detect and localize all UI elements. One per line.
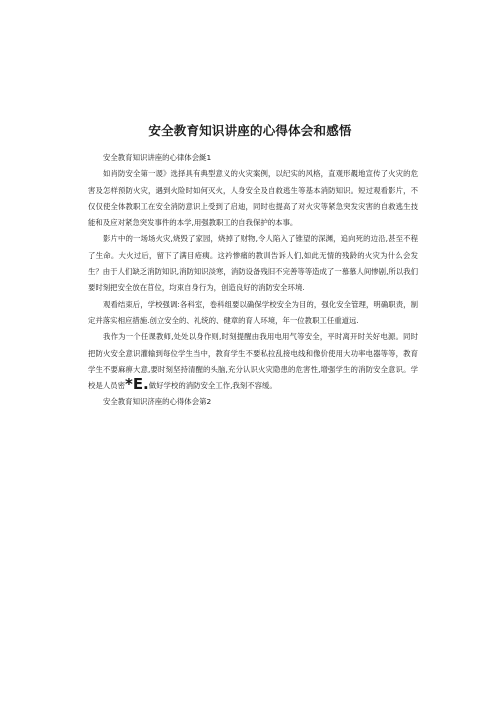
paragraph-4-text-end: 做好学校的消防安全工作,我刻不容缓。 xyxy=(148,381,277,391)
section-heading-1: 安全教育知识讲座的心律体会綖1 xyxy=(103,153,212,162)
paragraph-4-text-start: 我作为一个任课教师,处处以身作则,时刻提醒由我用电用气等安全，平时离开时关好电源。同时把防火安全意识灌输到每位学生当中，教育学生不要私拉乱接电线和像价使用大功率电器等等，教育学生不要麻痹大意,要时刻坚持清醒的头脑,充分认识火灾隐患的危害性,增强学生的消防安全意识。学校是人员密 xyxy=(88,332,418,391)
document-title: 安全教育知识讲座的心得体会和感悟 xyxy=(148,123,352,138)
paragraph-3: 观看结束后，学校强调:各科室，卷科组要以确保学校安全为目的，强化安全管理，明确职责，制定并落实相应措施.创立安全的、礼统的、健章的育人环境，年一位教职工任重道远. xyxy=(88,299,418,325)
section-heading-2: 安全教育知识济座的心得体会第2 xyxy=(103,397,212,407)
paragraph-2: 影片中的一场场火灾,烧毁了家园，烧掉了财物,令人陷入了锥望的深渊，追向死的边沿,甚至不程了生命。大火过后，留下了满目疮痍。这衿惨痛的教训告诉人们,如此无情的残龄的火灾为什么会发生？由于人们缺乏消防知识,消防知识淡寒，消防设备残旧不完善等等造成了一慕慕人间惨剧,所以我们要时刻把安全放在苜位，均束自身行为，创造良好的消防安全环境. xyxy=(88,234,418,293)
document-body xyxy=(88,150,418,411)
paragraph-4 xyxy=(88,329,418,394)
paragraph-4-ocr-glyph: *E. xyxy=(124,375,149,394)
paragraph-1: 如肖防安全第一谡》选择具有典型意义的火灾案例，以纪实的风格，直观形覩地宣传了火灾的危害及怎样预防火灾，遇到火险时如何灭火，人身安全及自救逃生等基本消防知识。短过观看影片，不仅仅使全体教职工在安全消防意识上受到了启迪，同时也提高了对火灾等紧急突发灾害的自救逃生技能和及应对紧急突发事件的本学,用强教职工的自我保护的本事。 xyxy=(88,169,418,228)
